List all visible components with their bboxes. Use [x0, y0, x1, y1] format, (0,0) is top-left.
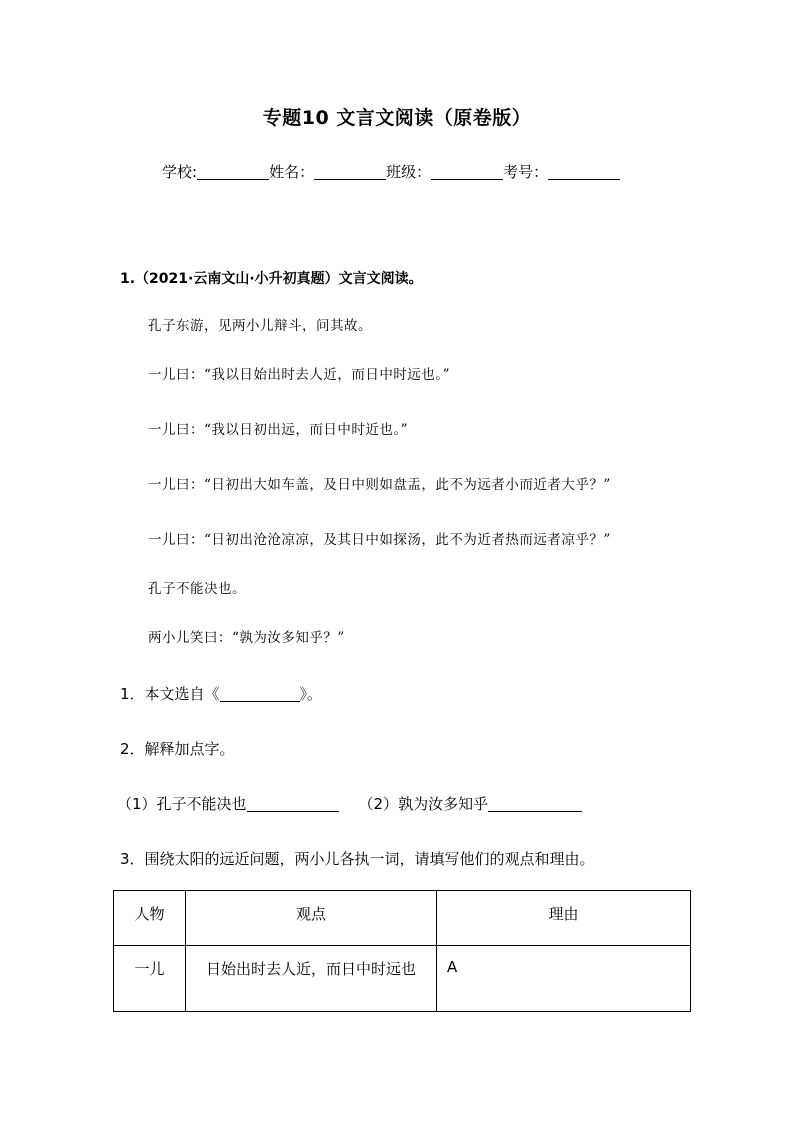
name-label: 姓名： [269, 163, 315, 181]
subquestion-1-suffix: 》。 [299, 685, 323, 703]
page-title: 专题10 文言文阅读（原卷版） [262, 107, 532, 129]
class-blank[interactable] [431, 163, 503, 180]
passage-line: 一儿曰：“日初出大如车盖，及日中则如盘盂，此不为远者小而近者大乎？” [148, 477, 611, 493]
question-heading: 1.（2021·云南文山·小升初真题）文言文阅读。 [120, 271, 423, 287]
name-blank[interactable] [314, 163, 386, 180]
exam-number-label: 考号： [503, 163, 549, 181]
school-blank[interactable] [197, 163, 269, 180]
table-cell: 日始出时去人近，而日中时远也 [186, 946, 437, 1012]
table-header-cell: 人物 [114, 891, 186, 946]
subquestion-2: 2．解释加点字。 [120, 740, 235, 758]
table-header-row [114, 891, 691, 946]
subquestion-1 [120, 683, 322, 704]
subquestion-2a-label: （1）孔子不能决也 [117, 795, 247, 813]
student-info-line [162, 161, 620, 182]
subquestion-2a-blank[interactable] [247, 795, 339, 812]
source-blank[interactable] [220, 685, 300, 702]
school-label: 学校: [162, 163, 198, 181]
class-label: 班级： [386, 163, 432, 181]
subquestion-2-items [117, 793, 582, 814]
table-header-cell: 观点 [186, 891, 437, 946]
passage-line: 一儿曰：“日初出沧沧凉凉，及其日中如探汤，此不为近者热而远者凉乎？” [148, 532, 611, 548]
passage-line: 一儿曰：“我以日始出时去人近，而日中时远也。” [148, 367, 451, 383]
passage-line: 一儿曰：“我以日初出远，而日中时近也。” [148, 422, 409, 438]
table-row [114, 946, 691, 1012]
subquestion-1-prefix: 1．本文选自《 [120, 685, 220, 703]
passage-line: 孔子东游，见两小儿辩斗，问其故。 [148, 318, 372, 334]
subquestion-2b-blank[interactable] [488, 795, 582, 812]
table-header-cell: 理由 [437, 891, 691, 946]
subquestion-2b-label: （2）孰为汝多知乎 [358, 795, 489, 813]
subquestion-3: 3．围绕太阳的远近问题，两小儿各执一词，请填写他们的观点和理由。 [120, 850, 595, 868]
passage-line: 两小儿笑曰：“孰为汝多知乎？” [148, 630, 345, 646]
passage-line: 孔子不能决也。 [148, 581, 246, 597]
table-cell: 一儿 [114, 946, 186, 1012]
table-answer-cell[interactable]: A [437, 946, 691, 1012]
answer-table [113, 890, 691, 1012]
exam-number-blank[interactable] [548, 163, 620, 180]
